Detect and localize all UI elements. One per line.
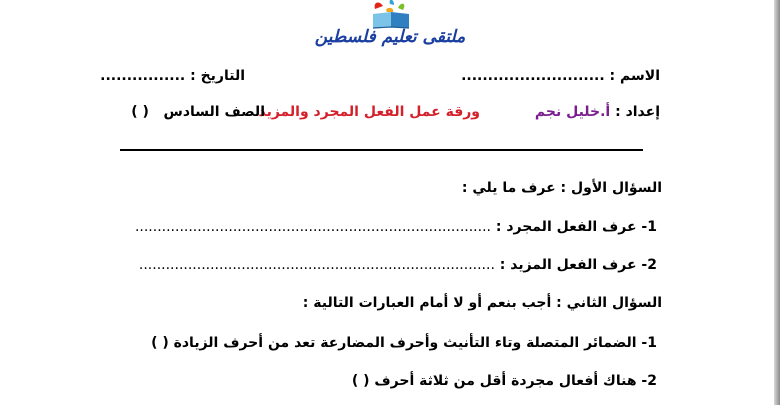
date-dots: ................ bbox=[100, 68, 186, 84]
q2-item-1-paren: ( ) bbox=[151, 335, 169, 351]
author-name: أ.خليل نجم bbox=[534, 104, 611, 120]
page-edge-shadow bbox=[774, 0, 780, 405]
q1-item-1-text: 1- عرف الفعل المجرد : bbox=[495, 219, 657, 235]
grade-field bbox=[131, 104, 265, 120]
q1-item-1-dots: ................................................................................ bbox=[134, 219, 491, 235]
q1-item-2 bbox=[139, 257, 657, 273]
date-label: التاريخ : bbox=[190, 68, 245, 84]
q2-item-2 bbox=[352, 373, 657, 389]
q2-item-2-paren: ( ) bbox=[351, 373, 370, 389]
q2-item-1 bbox=[151, 335, 657, 351]
book-flower-logo-icon bbox=[295, 0, 485, 30]
logo bbox=[295, 0, 485, 58]
grade-paren: ( ) bbox=[131, 104, 149, 120]
q1-item-2-dots: ................................................................................ bbox=[138, 257, 495, 273]
q1-item-2-text: 2- عرف الفعل المزيد : bbox=[499, 257, 657, 273]
q2-heading: السؤال الثاني : أجب بنعم أو لا أمام العبارات التالية : bbox=[302, 295, 662, 311]
q2-item-2-text: 2- هناك أفعال مجردة أقل من ثلاثة أحرف bbox=[374, 373, 657, 389]
prepared-label: إعداد : bbox=[615, 104, 660, 120]
grade-label: الصف السادس bbox=[163, 104, 265, 120]
header-divider bbox=[120, 149, 643, 151]
name-dots: ........................... bbox=[461, 68, 605, 84]
prepared-by bbox=[535, 104, 660, 120]
worksheet-title: ورقة عمل الفعل المجرد والمزيد bbox=[258, 104, 480, 120]
name-label: الاسم : bbox=[609, 68, 660, 84]
logo-brand-text: ملتقى تعليم فلسطين bbox=[314, 27, 466, 47]
q1-heading: السؤال الأول : عرف ما يلي : bbox=[461, 180, 662, 196]
date-field bbox=[100, 68, 245, 84]
q2-item-1-text: 1- الضمائر المتصلة وتاء التأنيث وأحرف المضارعة تعد من أحرف الزيادة bbox=[173, 335, 657, 351]
name-field bbox=[461, 68, 660, 84]
q1-item-1 bbox=[135, 219, 657, 235]
